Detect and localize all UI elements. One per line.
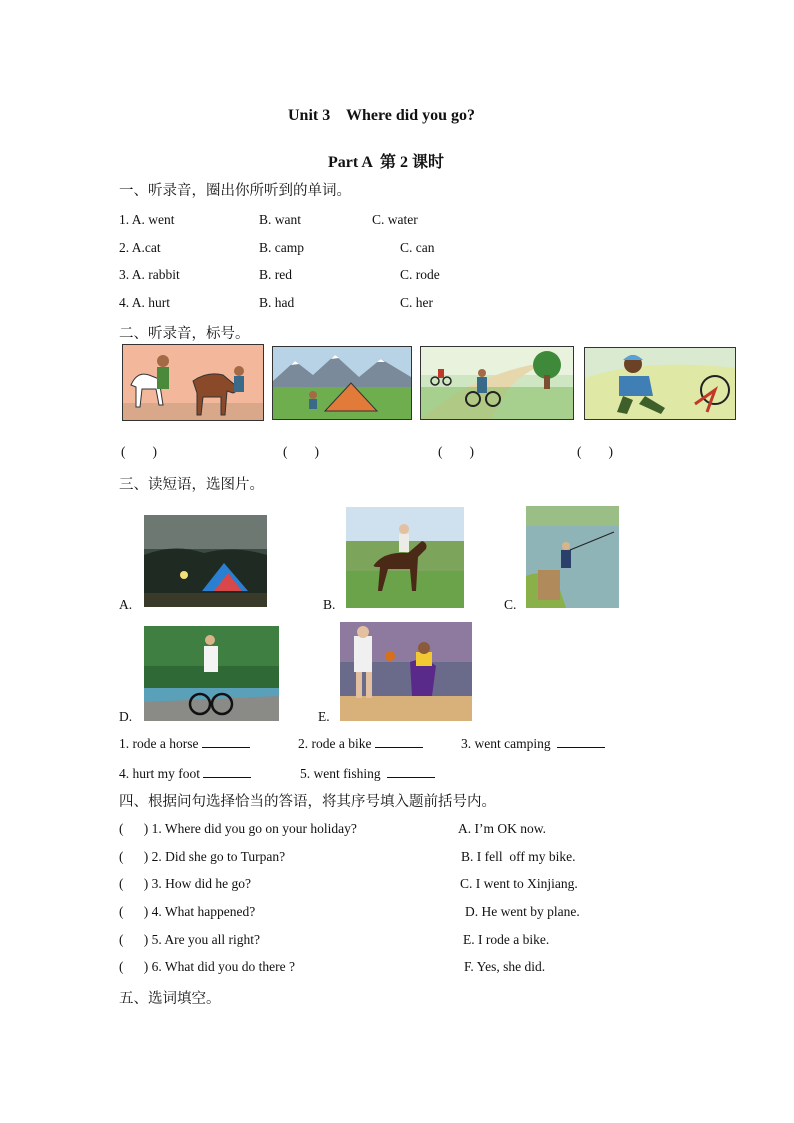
s2-bracket-1[interactable]: ( ) [121, 444, 157, 459]
photo-e-hurt-foot [340, 622, 472, 721]
s1-row1-c: C. water [372, 212, 418, 227]
phrase-4-blank[interactable] [203, 765, 251, 778]
label-e: E. [318, 709, 330, 724]
s1-row4-b: B. had [259, 295, 295, 310]
phrase-5-blank[interactable] [387, 765, 435, 778]
phrase-3-blank[interactable] [557, 735, 605, 748]
s1-row4-c: C. her [400, 295, 433, 310]
phrase-2-text: 2. rode a bike [298, 736, 372, 751]
phrase-2-blank[interactable] [375, 735, 423, 748]
s4-answer-c: C. I went to Xinjiang. [460, 876, 578, 891]
s1-row1-a: 1. A. went [119, 212, 175, 227]
s4-question-6[interactable]: ( ) 6. What did you do there ? [119, 959, 295, 974]
photo-b-horse-riding [346, 507, 464, 608]
s1-row4-a: 4. A. hurt [119, 295, 171, 310]
phrase-1-blank[interactable] [202, 735, 250, 748]
s4-answer-a: A. I’m OK now. [458, 821, 546, 836]
s1-row3-c: C. rode [400, 267, 440, 282]
photo-c-fishing [526, 506, 619, 608]
cartoon-horse-riding [122, 344, 264, 421]
photo-d-cycling [144, 626, 279, 721]
section2-heading: 二、听录音，标号。 [119, 326, 250, 342]
s1-row3-a: 3. A. rabbit [119, 267, 180, 282]
cartoon-fell-off-bike [584, 347, 736, 420]
phrase-4 [119, 765, 251, 782]
s2-bracket-4[interactable]: ( ) [577, 444, 613, 459]
section5-heading: 五、选词填空。 [119, 991, 221, 1007]
s4-answer-b: B. I fell off my bike. [461, 849, 576, 864]
phrase-2 [298, 735, 423, 752]
section4-heading: 四、根据问句选择恰当的答语，将其序号填入题前括号内。 [119, 794, 496, 810]
label-d: D. [119, 709, 133, 724]
phrase-3-text: 3. went camping [461, 736, 551, 751]
s4-answer-f: F. Yes, she did. [464, 959, 546, 974]
part-title: Part A 第 2 课时 [328, 154, 444, 171]
unit-title: Unit 3 Where did you go? [288, 107, 475, 124]
section3-heading: 三、读短语，选图片。 [119, 477, 264, 493]
s4-question-4[interactable]: ( ) 4. What happened? [119, 904, 256, 919]
s4-question-5[interactable]: ( ) 5. Are you all right? [119, 932, 260, 947]
label-b: B. [323, 597, 336, 612]
s2-bracket-3[interactable]: ( ) [438, 444, 474, 459]
section1-heading: 一、听录音，圈出你所听到的单词。 [119, 183, 351, 199]
s1-row2-c: C. can [400, 240, 435, 255]
phrase-3 [461, 735, 605, 752]
s1-row3-b: B. red [259, 267, 292, 282]
s1-row2-b: B. camp [259, 240, 304, 255]
s2-bracket-2[interactable]: ( ) [283, 444, 319, 459]
photo-a-camping [144, 515, 267, 607]
phrase-4-text: 4. hurt my foot [119, 766, 200, 781]
s4-answer-d: D. He went by plane. [465, 904, 580, 919]
s1-row2-a: 2. A.cat [119, 240, 161, 255]
cartoon-riding-bikes [420, 346, 574, 420]
phrase-5 [300, 765, 435, 782]
phrase-1 [119, 735, 250, 752]
phrase-5-text: 5. went fishing [300, 766, 381, 781]
phrase-1-text: 1. rode a horse [119, 736, 199, 751]
s4-answer-e: E. I rode a bike. [463, 932, 550, 947]
label-c: C. [504, 597, 517, 612]
s4-question-1[interactable]: ( ) 1. Where did you go on your holiday? [119, 821, 357, 836]
cartoon-camping [272, 346, 412, 420]
s4-question-2[interactable]: ( ) 2. Did she go to Turpan? [119, 849, 286, 864]
s1-row1-b: B. want [259, 212, 301, 227]
label-a: A. [119, 597, 133, 612]
s4-question-3[interactable]: ( ) 3. How did he go? [119, 876, 251, 891]
